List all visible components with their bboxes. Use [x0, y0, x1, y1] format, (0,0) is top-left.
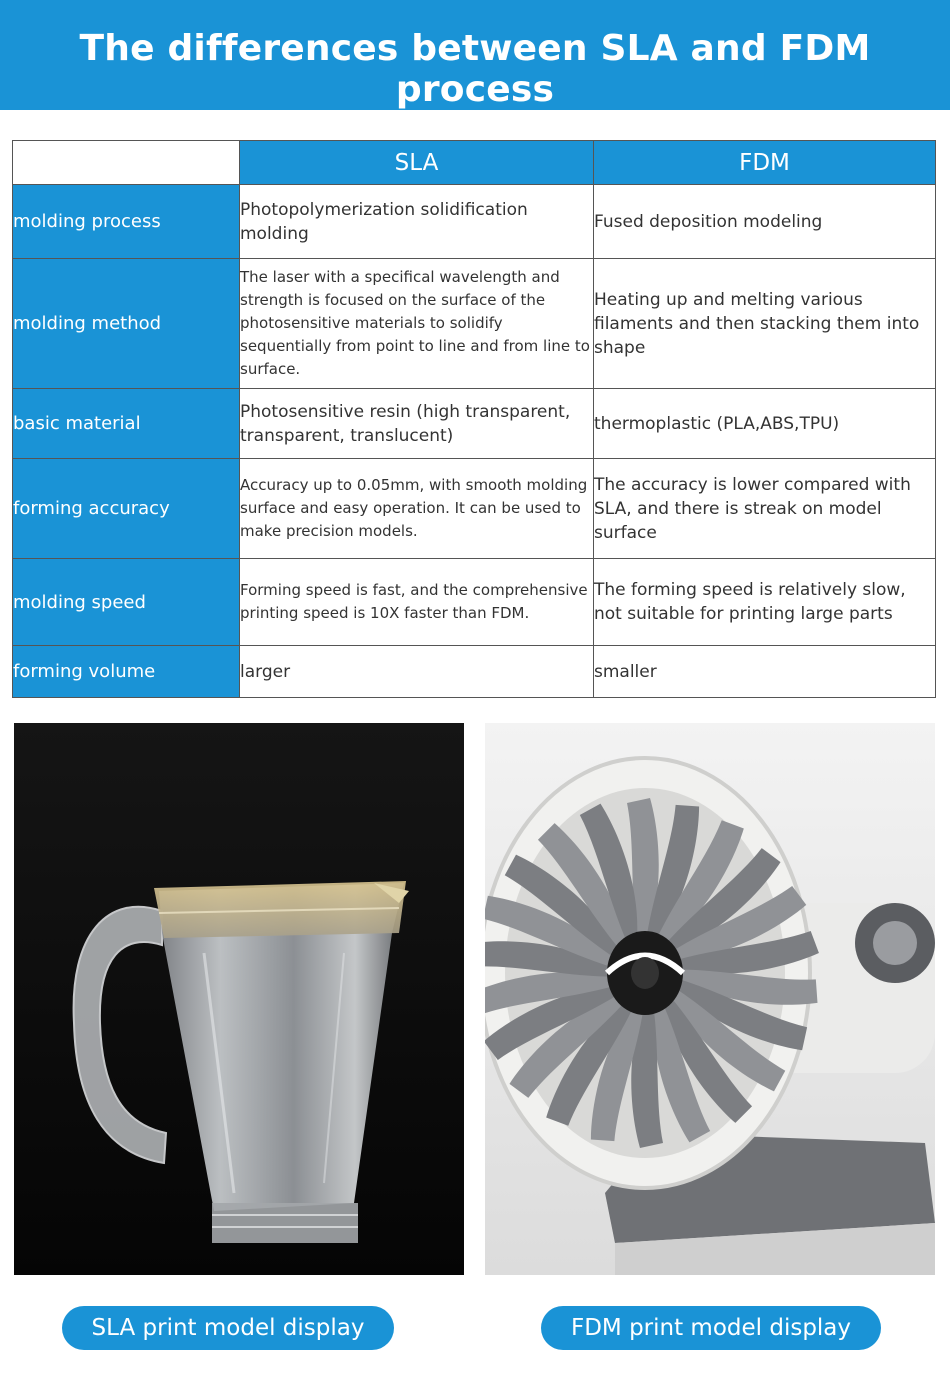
row-label: forming accuracy	[13, 459, 240, 559]
sla-cell: Photosensitive resin (high transparent, transparent, translucent)	[240, 389, 594, 459]
fdm-cell: smaller	[594, 646, 936, 698]
header-sla: SLA	[240, 141, 594, 185]
fdm-cell: Fused deposition modeling	[594, 185, 936, 259]
row-label: molding process	[13, 185, 240, 259]
table-row	[13, 646, 936, 698]
sla-cell: Photopolymerization solidification molding	[240, 185, 594, 259]
fdm-model-photo	[485, 723, 935, 1275]
table-row	[13, 259, 936, 389]
row-label: molding method	[13, 259, 240, 389]
fdm-caption: FDM print model display	[541, 1306, 881, 1350]
sla-cell: Forming speed is fast, and the comprehensive printing speed is 10X faster than FDM.	[240, 559, 594, 646]
header-blank-cell	[13, 141, 240, 185]
sla-cell: The laser with a specifical wavelength and strength is focused on the surface of the photosensitive materials to solidify sequentially from point to line and from line to surface.	[240, 259, 594, 389]
table-row	[13, 459, 936, 559]
comparison-table	[12, 140, 936, 698]
table-row	[13, 185, 936, 259]
fdm-cell: The forming speed is relatively slow, not suitable for printing large parts	[594, 559, 936, 646]
title-banner	[0, 0, 950, 110]
sla-cell: larger	[240, 646, 594, 698]
page-title: The differences between SLA and FDM process	[79, 28, 871, 110]
header-fdm: FDM	[594, 141, 936, 185]
fdm-cell: Heating up and melting various filaments and then stacking them into shape	[594, 259, 936, 389]
sla-caption: SLA print model display	[62, 1306, 394, 1350]
sla-cell: Accuracy up to 0.05mm, with smooth molding surface and easy operation. It can be used to make precision models.	[240, 459, 594, 559]
row-label: molding speed	[13, 559, 240, 646]
fdm-cell: thermoplastic (PLA,ABS,TPU)	[594, 389, 936, 459]
table-row	[13, 389, 936, 459]
sla-model-photo	[14, 723, 464, 1275]
row-label: basic material	[13, 389, 240, 459]
table-row	[13, 559, 936, 646]
row-label: forming volume	[13, 646, 240, 698]
fdm-cell: The accuracy is lower compared with SLA, and there is streak on model surface	[594, 459, 936, 559]
table-header-row	[13, 141, 936, 185]
